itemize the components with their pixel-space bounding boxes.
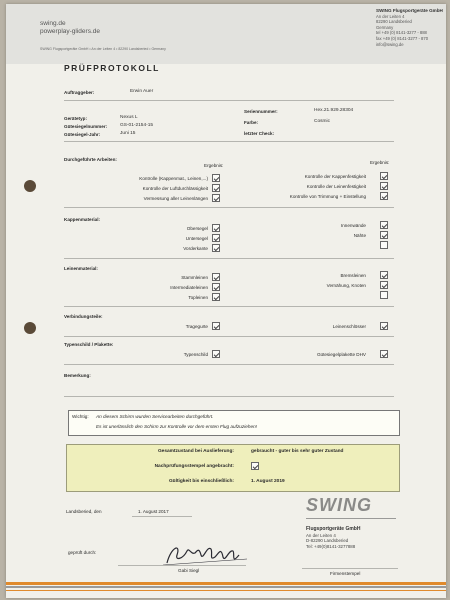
connectors-right-label: Leinenschlösser	[332, 324, 366, 329]
typeplate-heading: Typenschild / Plakette:	[64, 342, 114, 347]
divider	[64, 336, 394, 337]
overall-value: gebraucht - guter bis sehr guter Zustand	[251, 449, 344, 454]
company-stamp	[306, 526, 360, 549]
punch-hole	[24, 322, 36, 334]
valid-until-label: Gültigkeit bis einschließlich:	[168, 479, 234, 484]
lines-left-2-checkbox[interactable]	[212, 283, 220, 291]
work-right-2-label: Kontrolle der Leinenfestigkeit	[306, 184, 366, 189]
work-right-2-checkbox[interactable]	[380, 182, 388, 190]
canopy-left-3-label: Vorderkante	[183, 246, 208, 251]
canopy-right-1-label: Innenwände	[340, 223, 366, 228]
company-city: 82290 Landsberied	[376, 19, 412, 25]
seal-number-value: GS-01-2154-15	[120, 123, 154, 128]
work-left-1-checkbox[interactable]	[212, 174, 220, 182]
stamp-applied-label: Nachprüfungsstempel angebracht:	[154, 464, 234, 469]
link-swing[interactable]: swing.de	[40, 20, 66, 27]
work-result-label-right: Ergebnis:	[370, 160, 390, 165]
typeplate-right-label: Gütesiegelplakette DHV	[316, 352, 366, 357]
work-right-1-checkbox[interactable]	[380, 172, 388, 180]
divider	[64, 141, 394, 142]
page-title: PRÜFPROTOKOLL	[64, 63, 160, 73]
notice-prefix: Wichtig:	[72, 414, 89, 419]
company-name: SWING Flugsportgeräte GmbH	[376, 8, 443, 13]
place-date: 1. August 2017	[138, 509, 169, 514]
work-right-3-checkbox[interactable]	[380, 192, 388, 200]
lines-right-2-label: Vernähung, Knoten	[326, 283, 366, 288]
work-right-3-label: Kontrolle von Trimmung + Einstellung	[289, 194, 366, 199]
divider	[64, 100, 394, 101]
important-notice	[68, 410, 400, 436]
canopy-left-3-checkbox[interactable]	[212, 244, 220, 252]
footer-stripe-grey	[6, 586, 446, 588]
client-label: Auftraggeber:	[64, 90, 95, 95]
stamp-caption: Firmenstempel	[330, 571, 361, 576]
canopy-left-2-checkbox[interactable]	[212, 234, 220, 242]
lines-right-1-label: Bremsleinen	[340, 273, 366, 278]
company-tel: tel +49 (0) 8141-3277 - 888	[376, 30, 427, 36]
notice-line-2: Es ist unerlässlich den Schirm zur Kontrolle vor dem ersten Flug aufzuziehen!	[96, 424, 258, 429]
connectors-left-checkbox[interactable]	[212, 322, 220, 330]
client-value: Erwin Auer	[130, 89, 154, 94]
place-label: Landsberied, den	[66, 509, 102, 514]
canopy-heading: Kappenmaterial:	[64, 217, 100, 222]
stamp-applied-checkbox[interactable]	[251, 462, 259, 470]
connectors-right-checkbox[interactable]	[380, 322, 388, 330]
work-right-1-label: Kontrolle der Kappenfestigkeit	[304, 174, 366, 179]
typeplate-left-label: Typenschild	[183, 352, 208, 357]
checked-by-label: geprüft durch:	[68, 550, 97, 555]
canopy-left-2-label: Untersegel	[185, 236, 208, 241]
company-email[interactable]: info@swing.de	[376, 41, 404, 47]
canopy-right-2-checkbox[interactable]	[380, 231, 388, 239]
company-street: An der Leiten 4	[376, 13, 405, 19]
company-address	[376, 8, 443, 47]
canopy-right-1-checkbox[interactable]	[380, 221, 388, 229]
canopy-right-3-checkbox[interactable]	[380, 241, 388, 249]
type-label: Gerätetyp:	[64, 116, 87, 121]
company-country: Germany	[376, 24, 394, 30]
work-left-3-checkbox[interactable]	[212, 194, 220, 202]
valid-until-value: 1. August 2019	[251, 479, 285, 484]
seal-year-value: Juni 15	[120, 131, 136, 136]
header-address-line: SWING Flugsportgeräte GmbH • An der Leiten 4 • 82290 Landsberied • Germany	[40, 47, 166, 51]
date-line	[132, 516, 192, 517]
stamp-city: D-82290 Landsberied	[306, 538, 349, 543]
color-label: Farbe:	[244, 120, 259, 125]
stamp-street: An der Leiten 4	[306, 532, 336, 538]
divider	[64, 364, 394, 365]
signature-line	[118, 565, 246, 566]
work-left-2-label: Kontrolle der Luftdurchlässigkeit	[142, 186, 208, 191]
stamp-tel: Tel: +49(0)8141-3277888	[306, 543, 356, 549]
divider	[64, 396, 394, 397]
company-fax: fax +49 (0) 8141-3277 - 870	[376, 35, 429, 41]
lines-heading: Leinenmaterial:	[64, 266, 98, 271]
connectors-heading: Verbindungsteile:	[64, 314, 103, 319]
seal-number-label: Gütesiegelnummer:	[64, 124, 108, 129]
divider	[64, 306, 394, 307]
lines-left-1-checkbox[interactable]	[212, 273, 220, 281]
link-powerplay[interactable]: powerplay-gliders.de	[40, 28, 100, 35]
serial-label: Seriennummer:	[244, 109, 278, 114]
lines-left-1-label: Stammleinen	[181, 275, 208, 280]
typeplate-left-checkbox[interactable]	[212, 350, 220, 358]
work-left-3-label: Vermessung aller Leinenlängen	[143, 196, 208, 201]
work-left-1-label: Kontrolle (Kappenmat., Leinen,...)	[139, 176, 208, 181]
lines-left-2-label: Intermediateleinen	[170, 285, 208, 290]
stamp-line	[302, 568, 398, 569]
canopy-right-2-label: Nähte	[353, 233, 366, 238]
canopy-left-1-checkbox[interactable]	[212, 224, 220, 232]
lines-left-3-checkbox[interactable]	[212, 293, 220, 301]
remarks-label: Bemerkung:	[64, 373, 91, 378]
punch-hole	[24, 180, 36, 192]
notice-line-1: An diesem Schirm wurden Servicearbeiten durchgeführt.	[96, 414, 214, 419]
work-result-label-left: Ergebnis:	[204, 163, 224, 168]
footer-stripe-orange	[6, 582, 446, 585]
stamp-name: Flugsportgeräte GmbH	[306, 526, 361, 532]
lines-right-3-checkbox[interactable]	[380, 291, 388, 299]
connectors-left-label: Tragegurte	[185, 324, 208, 329]
checker-name: Gabi Siegl	[178, 568, 200, 573]
divider	[64, 258, 394, 259]
seal-year-label: Gütesiegel-Jahr:	[64, 132, 101, 137]
work-heading: Durchgeführte Arbeiten:	[64, 157, 117, 162]
overall-label: Gesamtzustand bei Auslieferung:	[157, 449, 234, 454]
summary-box	[66, 444, 400, 492]
canopy-left-1-label: Obersegel	[186, 226, 208, 231]
swing-logo: SWING	[306, 495, 372, 515]
serial-value: Hex.21.929.28304	[314, 108, 354, 113]
type-value: Nexus L	[120, 115, 138, 120]
lines-right-1-checkbox[interactable]	[380, 271, 388, 279]
color-value: Cosmic	[314, 119, 330, 124]
lines-left-3-label: Topleinen	[188, 295, 208, 300]
protocol-sheet	[6, 4, 446, 598]
typeplate-right-checkbox[interactable]	[380, 350, 388, 358]
logo-underline	[306, 518, 396, 519]
footer-stripe-orange-thin	[6, 590, 446, 591]
divider	[64, 207, 394, 208]
work-left-2-checkbox[interactable]	[212, 184, 220, 192]
header-links	[40, 20, 100, 36]
last-check-label: letzter Check:	[244, 131, 275, 136]
lines-right-2-checkbox[interactable]	[380, 281, 388, 289]
